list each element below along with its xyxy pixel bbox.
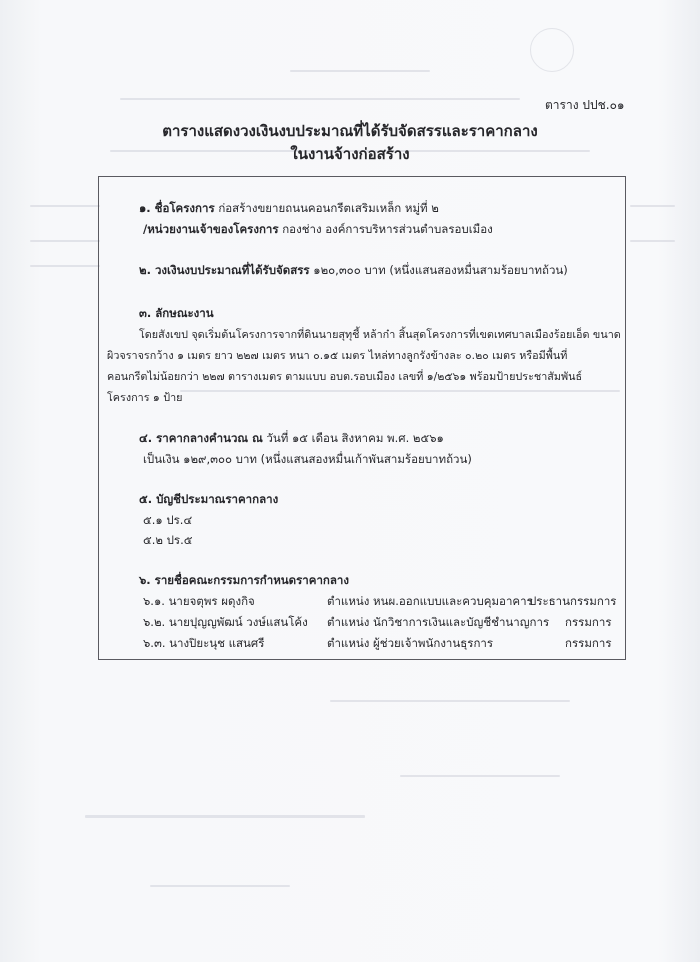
price-estimate-item: ๕.๒ ปร.๕	[143, 533, 193, 547]
bleed-through-mark	[630, 240, 675, 242]
budget-row	[139, 262, 568, 280]
budget-value: ๑๒๐,๓๐๐ บาท (หนึ่งแสนสองหมื่นสามร้อยบาทถ้วน)	[313, 263, 568, 277]
details-frame	[98, 176, 626, 660]
reference-price-amount: เป็นเงิน ๑๒๙,๓๐๐ บาท (หนึ่งแสนสองหมื่นเก้าพันสามร้อยบาทถ้วน)	[143, 452, 472, 466]
agency-label: /หน่วยงานเจ้าของโครงการ	[143, 222, 279, 236]
work-description-line: คอนกรีตไม่น้อยกว่า ๒๒๗ ตารางเมตร ตามแบบ อบต.รอบเมือง เลขที่ ๑/๒๕๖๑ พร้อมป้ายประชาสัมพันธ์	[107, 370, 583, 383]
bleed-through-mark	[630, 205, 675, 207]
bleed-through-mark	[85, 815, 365, 818]
reference-price-date: วันที่ ๑๕ เดือน สิงหาคม พ.ศ. ๒๕๖๑	[266, 431, 444, 445]
agency-row	[143, 221, 493, 239]
committee-member-name: ๖.๒. นายปุญญพัฒน์ วงษ์แสนโค้ง	[143, 615, 308, 629]
project-name-label: ๑. ชื่อโครงการ	[139, 201, 215, 215]
committee-member-position: ตำแหน่ง นักวิชาการเงินและบัญชีชำนาญการ	[327, 615, 550, 629]
work-description-line: โดยสังเขป จุดเริ่มต้นโครงการจากที่ดินนายสุทุชี้ หล้าก๋า สิ้นสุดโครงการที่เขตเทศบาลเมืองร้อยเอ็ด ขนาด	[139, 328, 621, 341]
bleed-through-mark	[400, 775, 560, 777]
work-description-line: โครงการ ๑ ป้าย	[107, 391, 183, 404]
bleed-through-mark	[30, 205, 100, 207]
committee-member-role: กรรมการ	[565, 615, 612, 629]
reference-price-row	[139, 430, 444, 448]
committee-member-role: กรรมการ	[565, 636, 612, 650]
committee-member-name: ๖.๑. นายจตุพร ผดุงกิจ	[143, 594, 255, 608]
bleed-through-mark	[120, 98, 520, 100]
project-name-value: ก่อสร้างขยายถนนคอนกรีตเสริมเหล็ก หมู่ที่ ๒	[218, 201, 439, 215]
price-estimate-list-label: ๕. บัญชีประมาณราคากลาง	[139, 492, 279, 506]
agency-value: กองช่าง องค์การบริหารส่วนตำบลรอบเมือง	[282, 222, 493, 236]
budget-label: ๒. วงเงินงบประมาณที่ได้รับจัดสรร	[139, 263, 310, 277]
reference-price-label: ๔. ราคากลางคำนวณ ณ	[139, 431, 263, 445]
document-subtitle: ในงานจ้างก่อสร้าง	[290, 145, 410, 163]
form-reference-code: ตาราง ปปช.๐๑	[545, 98, 625, 112]
price-estimate-item: ๕.๑ ปร.๔	[143, 513, 193, 527]
committee-member-position: ตำแหน่ง หนผ.ออกแบบและควบคุมอาคาร	[327, 594, 533, 608]
committee-member-position: ตำแหน่ง ผู้ช่วยเจ้าพนักงานธุรการ	[327, 636, 494, 650]
bleed-through-mark	[150, 885, 290, 887]
document-title: ตารางแสดงวงเงินงบประมาณที่ได้รับจัดสรรและราคากลาง	[162, 122, 538, 140]
bleed-through-mark	[330, 700, 570, 702]
work-description-label: ๓. ลักษณะงาน	[139, 306, 214, 320]
bleed-through-mark	[290, 70, 430, 72]
bleed-through-mark	[30, 265, 100, 267]
work-description-line: ผิวจราจรกว้าง ๑ เมตร ยาว ๒๒๗ เมตร หนา ๐.๑๕ เมตร ไหล่ทางลูกรังข้างละ ๐.๒๐ เมตร หรือมีพื้นที่	[107, 349, 568, 362]
committee-label: ๖. รายชื่อคณะกรรมการกำหนดราคากลาง	[139, 573, 349, 587]
bleed-through-mark	[30, 240, 100, 242]
project-name-row	[139, 200, 439, 218]
bleed-through-seal	[530, 28, 574, 72]
committee-member-name: ๖.๓. นางปิยะนุช แสนศรี	[143, 636, 265, 650]
committee-member-role: ประธานกรรมการ	[529, 594, 617, 608]
